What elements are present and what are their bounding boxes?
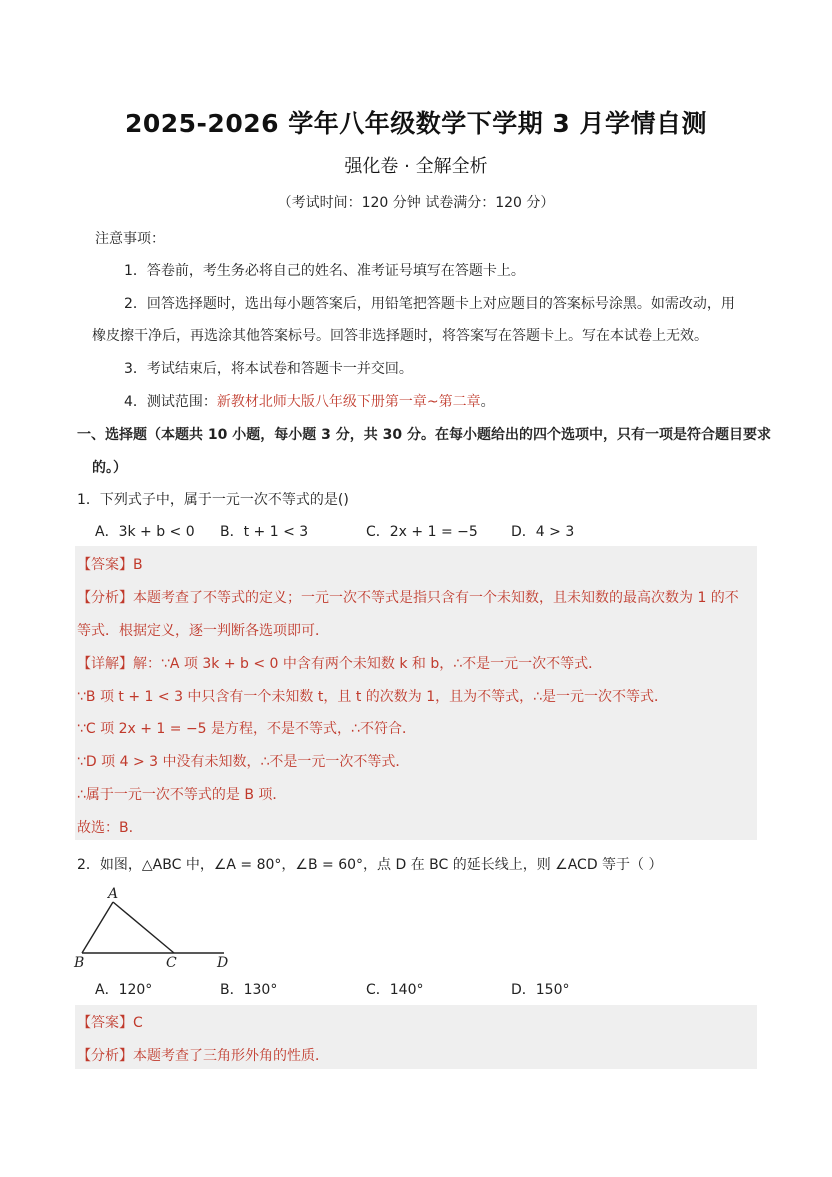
figure-label-d: D <box>217 955 229 971</box>
q1-option-c: C．2x + 1 = −5 <box>366 524 478 540</box>
figure-label-a: A <box>108 886 119 902</box>
q1-choice: 故选：B. <box>77 820 134 836</box>
q1-detail-line-1: 【详解】解：∵A 项 3k + b < 0 中含有两个未知数 k 和 b，∴不是一元一次不等式． <box>77 656 603 672</box>
q1-option-a: A．3k + b < 0 <box>95 524 195 540</box>
q2-analysis: 【分析】本题考查了三角形外角的性质． <box>77 1048 329 1064</box>
q1-stem: 1．下列式子中，属于一元一次不等式的是() <box>77 492 349 508</box>
q2-option-b: B．130° <box>220 982 278 998</box>
section-heading-line-1: 一、选择题（本题共 10 小题，每小题 3 分，共 30 分。在每小题给出的四个选项中，只有一项是符合题目要求 <box>77 427 771 443</box>
page-title: 2025-2026 学年八年级数学下学期 3 月学情自测 <box>124 109 708 138</box>
q2-option-a: A．120° <box>95 982 153 998</box>
figure-side-ac <box>113 902 174 953</box>
page-subtitle: 强化卷 · 全解全析 <box>344 156 488 177</box>
section-heading-line-2: 的。） <box>92 460 127 476</box>
notes-heading: 注意事项： <box>95 231 165 247</box>
note-item-3: 3．考试结束后，将本试卷和答题卡一并交回。 <box>124 361 413 377</box>
note-item-2-line-2: 橡皮擦干净后，再选涂其他答案标号。回答非选择题时，将答案写在答题卡上。写在本试卷上无效。 <box>92 328 708 344</box>
note-item-2-line-1: 2．回答选择题时，选出每小题答案后，用铅笔把答题卡上对应题目的答案标号涂黑。如需改动，用 <box>124 296 735 312</box>
q1-detail-line-3: ∵C 项 2x + 1 = −5 是方程，不是不等式，∴不符合． <box>77 721 416 737</box>
figure-side-ab <box>82 902 113 953</box>
note-item-4-prefix: 4．测试范围： <box>124 394 217 410</box>
figure-label-b: B <box>74 955 85 971</box>
q1-option-d: D．4 > 3 <box>511 524 575 540</box>
q1-detail-line-5: ∴属于一元一次不等式的是 B 项． <box>77 787 287 803</box>
q2-stem: 2．如图，△ABC 中，∠A = 80°，∠B = 60°，点 D 在 BC 的延长线上，则 ∠ACD 等于（ ） <box>77 857 663 873</box>
q2-triangle-figure <box>70 882 250 972</box>
note-item-4 <box>124 391 495 411</box>
q2-option-d: D．150° <box>511 982 570 998</box>
q2-answer: 【答案】C <box>77 1015 143 1031</box>
figure-label-c: C <box>166 955 177 971</box>
test-scope: 新教材北师大版八年级下册第一章~第二章 <box>216 394 481 410</box>
exam-meta: （考试时间：120 分钟 试卷满分：120 分） <box>277 195 555 211</box>
q1-detail-line-2: ∵B 项 t + 1 < 3 中只含有一个未知数 t，且 t 的次数为 1，且为不等式，∴是一元一次不等式． <box>77 689 669 705</box>
note-item-1: 1．答卷前，考生务必将自己的姓名、准考证号填写在答题卡上。 <box>124 263 525 279</box>
q2-option-c: C．140° <box>366 982 424 998</box>
q1-detail-line-4: ∵D 项 4 > 3 中没有未知数，∴不是一元一次不等式． <box>77 754 410 770</box>
q1-analysis-line-1: 【分析】本题考查了不等式的定义；一元一次不等式是指只含有一个未知数，且未知数的最高次数为 1 的不 <box>77 590 739 606</box>
q1-answer: 【答案】B <box>77 557 143 573</box>
q1-analysis-line-2: 等式．根据定义，逐一判断各选项即可． <box>77 623 329 639</box>
note-item-4-suffix: 。 <box>480 394 495 410</box>
q1-option-b: B．t + 1 < 3 <box>220 524 309 540</box>
